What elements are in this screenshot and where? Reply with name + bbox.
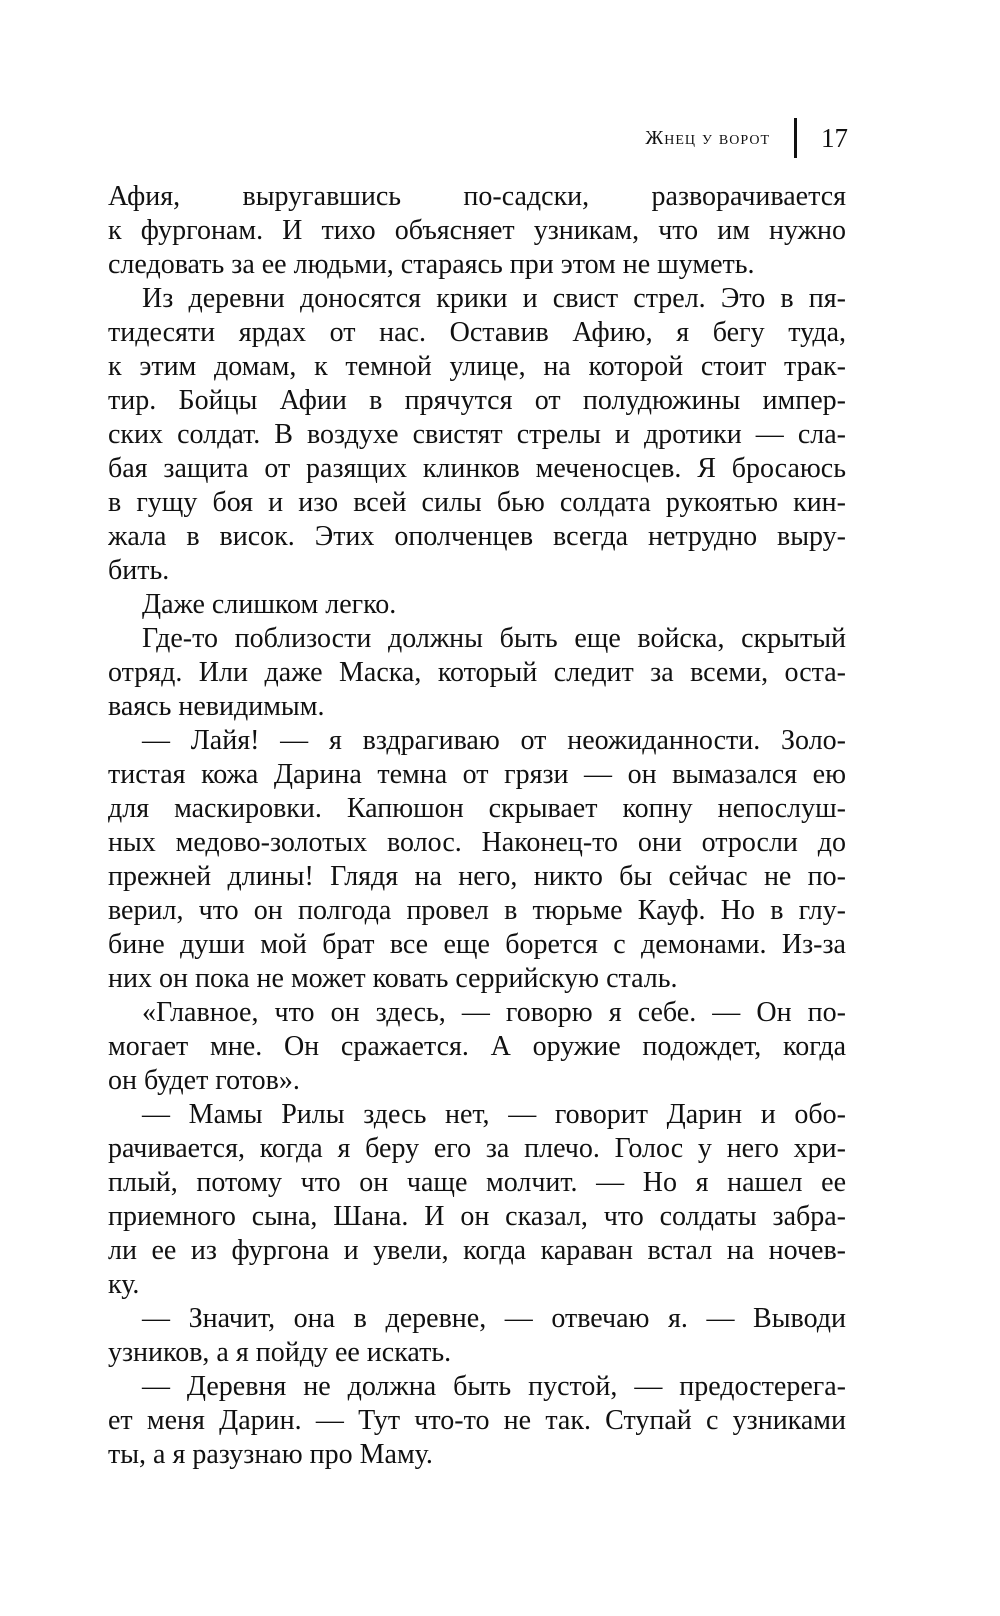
running-header	[645, 118, 848, 158]
book-title: Жнец у ворот	[645, 126, 770, 149]
text-line: тидесяти ярдах от нас. Оставив Афию, я бегу туда,	[108, 317, 846, 348]
text-line: отряд. Или даже Маска, который следит за всеми, оста-	[108, 657, 846, 688]
text-line: бая защита от разящих клинков меченосцев. Я бросаюсь	[108, 453, 846, 484]
body-text	[108, 180, 846, 1472]
text-line: ных медово-золотых волос. Наконец-то они отросли до	[108, 827, 846, 858]
text-line: — Значит, она в деревне, — отвечаю я. — Выводи	[142, 1303, 846, 1334]
text-line: бине души мой брат все еще борется с демонами. Из-за	[108, 929, 846, 960]
text-line: ку.	[108, 1269, 140, 1300]
text-line: — Лайя! — я вздрагиваю от неожиданности. Золо-	[142, 725, 846, 756]
text-line: к этим домам, к темной улице, на которой стоит трак-	[108, 351, 846, 382]
text-line: Где-то поблизости должны быть еще войска, скрытый	[142, 623, 846, 654]
text-line: ваясь невидимым.	[108, 691, 325, 722]
text-line: плый, потому что он чаще молчит. — Но я нашел ее	[108, 1167, 846, 1198]
text-line: — Деревня не должна быть пустой, — предостерега-	[142, 1371, 846, 1402]
text-line: верил, что он полгода провел в тюрьме Кауф. Но в глу-	[108, 895, 846, 926]
text-line: тистая кожа Дарина темна от грязи — он вымазался ею	[108, 759, 846, 790]
text-line: в гущу боя и изо всей силы бью солдата рукоятью кин-	[108, 487, 846, 518]
text-line: бить.	[108, 555, 170, 586]
text-line: узников, а я пойду ее искать.	[108, 1337, 452, 1368]
text-line: жала в висок. Этих ополченцев всегда нетрудно выру-	[108, 521, 846, 552]
page-number: 17	[821, 122, 848, 153]
text-line: следовать за ее людьми, стараясь при этом не шуметь.	[108, 249, 755, 280]
text-line: ли ее из фургона и увели, когда караван встал на ночев-	[108, 1235, 846, 1266]
text-line: для маскировки. Капюшон скрывает копну непослуш-	[108, 793, 846, 824]
text-line: Из деревни доносятся крики и свист стрел. Это в пя-	[142, 283, 846, 314]
text-line: — Мамы Рилы здесь нет, — говорит Дарин и обо-	[142, 1099, 846, 1130]
text-line: он будет готов».	[108, 1065, 300, 1096]
text-line: Даже слишком легко.	[142, 589, 397, 620]
text-line: тир. Бойцы Афии в прячутся от полудюжины импер-	[108, 385, 846, 416]
text-line: ты, а я разузнаю про Маму.	[108, 1439, 433, 1470]
text-line: «Главное, что он здесь, — говорю я себе. — Он по-	[142, 997, 846, 1028]
header-divider	[794, 118, 797, 158]
text-line: могает мне. Он сражается. А оружие подождет, когда	[108, 1031, 846, 1062]
text-line: ских солдат. В воздухе свистят стрелы и дротики — сла-	[108, 419, 846, 450]
text-line: рачивается, когда я беру его за плечо. Голос у него хри-	[108, 1133, 846, 1164]
text-line: к фургонам. И тихо объясняет узникам, что им нужно	[108, 215, 846, 246]
text-line: Афия, выругавшись по-садски, разворачивается	[108, 181, 846, 212]
text-line: прежней длины! Глядя на него, никто бы сейчас не по-	[108, 861, 846, 892]
text-line: приемного сына, Шана. И он сказал, что солдаты забра-	[108, 1201, 846, 1232]
text-line: ет меня Дарин. — Тут что-то не так. Ступай с узниками	[108, 1405, 846, 1436]
text-line: них он пока не может ковать серрийскую сталь.	[108, 963, 678, 994]
